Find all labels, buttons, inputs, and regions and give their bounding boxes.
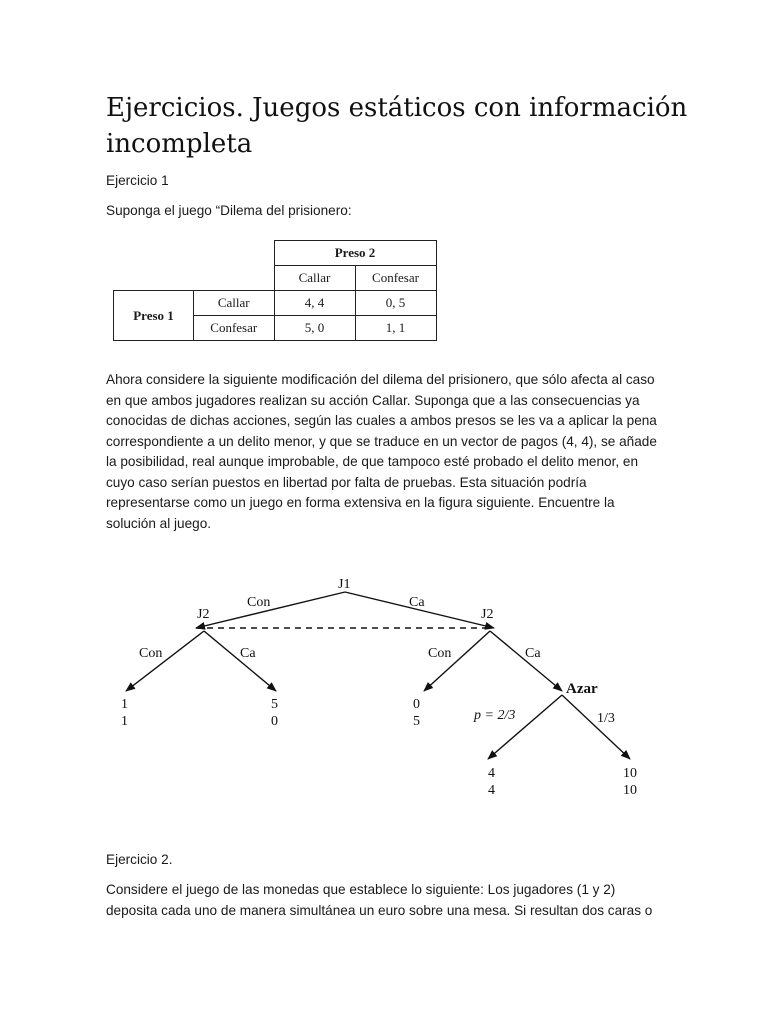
col-action-confesar: Confesar (355, 266, 436, 291)
payoff-con-ca-p1: 5 (271, 697, 278, 712)
payoff-matrix (113, 240, 437, 341)
exercise-1-heading: Ejercicio 1 (106, 173, 169, 188)
row-action-callar: Callar (194, 291, 275, 316)
payoff-chance-right-p1: 10 (623, 766, 637, 781)
label-j1-con: Con (247, 595, 271, 610)
payoff-ca-con-p1: 0 (413, 697, 420, 712)
node-right-j2-label: J2 (481, 607, 494, 622)
label-right-con: Con (428, 646, 452, 661)
exercise-2-heading: Ejercicio 2. (106, 852, 173, 867)
branch-chance-1-3 (562, 695, 630, 759)
branch-right-con (424, 631, 490, 691)
label-probability-right: 1/3 (597, 711, 615, 726)
row-player-label: Preso 1 (114, 291, 194, 341)
exercise-2-body: Considere el juego de las monedas que establece lo siguiente: Los jugadores (1 y 2) deposita cada uno de manera simultánea un euro sobre una mesa. Si resultan dos caras o (106, 882, 653, 918)
game-tree-diagram (100, 565, 660, 805)
payoff-con-ca-p2: 0 (271, 714, 278, 729)
payoff-con-con-p1: 1 (121, 697, 128, 712)
payoff-chance-left-p2: 4 (488, 783, 495, 798)
branch-right-ca (490, 631, 562, 691)
payoff-chance-right-p2: 10 (623, 783, 637, 798)
row-action-confesar: Confesar (194, 316, 275, 341)
branch-chance-2-3 (488, 695, 562, 759)
label-left-ca: Ca (240, 646, 256, 661)
exercise-1-intro: Suponga el juego “Dilema del prisionero: (106, 203, 352, 218)
payoff-con-con-p2: 1 (121, 714, 128, 729)
branch-left-ca (204, 631, 276, 691)
label-probability-left: p = 2/3 (474, 708, 516, 723)
label-j1-ca: Ca (409, 595, 425, 610)
label-left-con: Con (139, 646, 163, 661)
branch-j1-con (196, 592, 345, 628)
col-action-callar: Callar (274, 266, 355, 291)
cell-confesar-confesar: 1, 1 (355, 316, 436, 341)
node-left-j2-label: J2 (197, 607, 210, 622)
cell-callar-confesar: 0, 5 (355, 291, 436, 316)
document-title: Ejercicios. Juegos estáticos con información incompleta (106, 93, 688, 159)
node-j1-label: J1 (338, 577, 351, 592)
node-chance-label: Azar (566, 681, 598, 697)
label-right-ca: Ca (525, 646, 541, 661)
cell-confesar-callar: 5, 0 (274, 316, 355, 341)
payoff-ca-con-p2: 5 (413, 714, 420, 729)
cell-callar-callar: 4, 4 (274, 291, 355, 316)
branch-left-con (126, 631, 204, 691)
payoff-chance-left-p1: 4 (488, 766, 495, 781)
col-player-label: Preso 2 (274, 241, 436, 266)
exercise-1-body: Ahora considere la siguiente modificación del dilema del prisionero, que sólo afecta al caso en que ambos jugadores realizan su acción Callar. Suponga que a las consecuencias ya conocidas de dichas acciones, según las cuales a ambos presos se les va a aplicar la pena correspondiente a un delito menor, y que se traduce en un vector de pagos (4, 4), se añade la posibilidad, real aunque improbable, de que tampoco esté probado el delito menor, en cuyo caso serían puestos en libertad por falta de pruebas. Esta situación podría representarse como un juego en forma extensiva en la figura siguiente. Encuentre la solución al juego. (106, 372, 657, 531)
